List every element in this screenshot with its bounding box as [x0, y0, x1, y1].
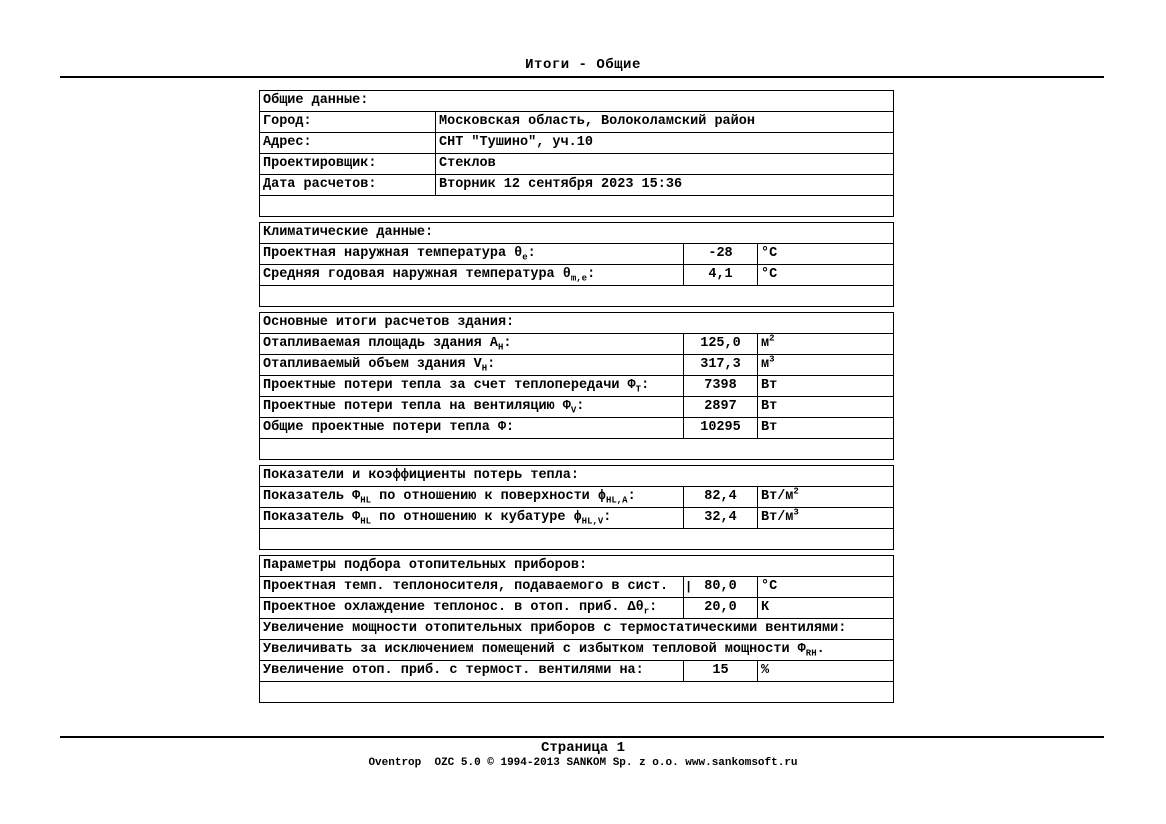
empty-row: [260, 682, 894, 703]
table-row: [260, 334, 894, 355]
report-body: [259, 90, 893, 708]
table-row: [260, 619, 894, 640]
row-value: Московская область, Волоколамский район: [436, 112, 894, 133]
empty-row: [260, 286, 894, 307]
row-value: 32,4: [684, 508, 758, 529]
table-row: [260, 640, 894, 661]
row-unit: Вт: [758, 376, 894, 397]
table-row: [260, 133, 894, 154]
row-unit: $Вт/м^3$: [758, 508, 894, 529]
row-unit: К: [758, 598, 894, 619]
table-row: [260, 508, 894, 529]
row-label: Отапливаемая площадь здания $A_H$:: [260, 334, 684, 355]
row-label: Проектировщик:: [260, 154, 436, 175]
row-value: | 80,0: [684, 577, 758, 598]
header-rule: [60, 76, 1104, 78]
row-unit: °C: [758, 577, 894, 598]
table-row: [260, 376, 894, 397]
row-value: Стеклов: [436, 154, 894, 175]
section-header: Климатические данные:: [260, 223, 894, 244]
section-header: Основные итоги расчетов здания:: [260, 313, 894, 334]
footer-rule: [60, 736, 1104, 738]
row-unit: °C: [758, 244, 894, 265]
page-title: Итоги - Общие: [525, 57, 641, 73]
row-label: Проектная темп. теплоносителя, подаваемого в сист.: [260, 577, 684, 598]
table-row: [260, 397, 894, 418]
table-row: [260, 598, 894, 619]
increase-note: Увеличивать за исключением помещений с избытком тепловой мощности $\Phi_{RH}$.: [260, 640, 894, 661]
row-value: -28: [684, 244, 758, 265]
row-label: Адрес:: [260, 133, 436, 154]
section-building-results: [259, 312, 894, 460]
empty-row: [260, 439, 894, 460]
page-number: Страница 1: [540, 740, 625, 756]
row-value: 317,3: [684, 355, 758, 376]
table-row: [260, 265, 894, 286]
row-label: Проектные потери тепла на вентиляцию $\Phi_V$:: [260, 397, 684, 418]
table-row: [260, 355, 894, 376]
row-value: 2897: [684, 397, 758, 418]
row-value: 4,1: [684, 265, 758, 286]
row-label: Показатель $\Phi_{HL}$ по отношению к поверхности $\phi_{HL,A}$:: [260, 487, 684, 508]
row-label: Проектное охлаждение теплонос. в отоп. приб. $\Delta\theta_r$:: [260, 598, 684, 619]
section-climate: [259, 222, 894, 307]
row-value: 125,0: [684, 334, 758, 355]
row-label: Отапливаемый объем здания $V_H$:: [260, 355, 684, 376]
row-value: Вторник 12 сентября 2023 15:36: [436, 175, 894, 196]
row-unit: Вт: [758, 397, 894, 418]
empty-row: [260, 196, 894, 217]
row-value: СНТ "Тушино", уч.10: [436, 133, 894, 154]
row-value: 10295: [684, 418, 758, 439]
table-row: [260, 661, 894, 682]
table-row: [260, 487, 894, 508]
row-label: Проектные потери тепла за счет теплопередачи $\Phi_T$:: [260, 376, 684, 397]
table-row: [260, 112, 894, 133]
table-row: [260, 466, 894, 487]
table-row: [260, 556, 894, 577]
row-value: 15: [684, 661, 758, 682]
row-value: 7398: [684, 376, 758, 397]
row-unit: °C: [758, 265, 894, 286]
table-row: [260, 175, 894, 196]
row-unit: Вт: [758, 418, 894, 439]
row-value: 20,0: [684, 598, 758, 619]
table-row: [260, 244, 894, 265]
row-label: Город:: [260, 112, 436, 133]
row-label: Увеличение отоп. приб. с термост. вентилями на:: [260, 661, 684, 682]
table-row: [260, 577, 894, 598]
thermostatic-note: Увеличение мощности отопительных приборов с термостатическими вентилями:: [260, 619, 894, 640]
section-general: [259, 90, 894, 217]
table-row: [260, 313, 894, 334]
row-unit: $Вт/м^2$: [758, 487, 894, 508]
table-row: [260, 91, 894, 112]
row-label: Проектная наружная температура $\theta_e$:: [260, 244, 684, 265]
row-label: Общие проектные потери тепла Φ:: [260, 418, 684, 439]
section-radiator-params: [259, 555, 894, 703]
table-row: [260, 418, 894, 439]
section-header: Показатели и коэффициенты потерь тепла:: [260, 466, 894, 487]
section-coefficients: [259, 465, 894, 550]
clipped-overflow-mark: |: [685, 580, 693, 594]
row-label: Средняя годовая наружная температура $\theta_{m,e}$:: [260, 265, 684, 286]
table-row: [260, 223, 894, 244]
section-header: Параметры подбора отопительных приборов:: [260, 556, 894, 577]
row-label: Показатель $\Phi_{HL}$ по отношению к кубатуре $\phi_{HL,V}$:: [260, 508, 684, 529]
row-unit: $м^2$: [758, 334, 894, 355]
empty-row: [260, 529, 894, 550]
app-credit: Oventrop OZC 5.0 © 1994-2013 SANKOM Sp. z o.o. www.sankomsoft.ru: [368, 757, 798, 769]
row-label: Дата расчетов:: [260, 175, 436, 196]
row-unit: %: [758, 661, 894, 682]
table-row: [260, 154, 894, 175]
section-header: Общие данные:: [260, 91, 894, 112]
row-value: 82,4: [684, 487, 758, 508]
row-unit: $м^3$: [758, 355, 894, 376]
